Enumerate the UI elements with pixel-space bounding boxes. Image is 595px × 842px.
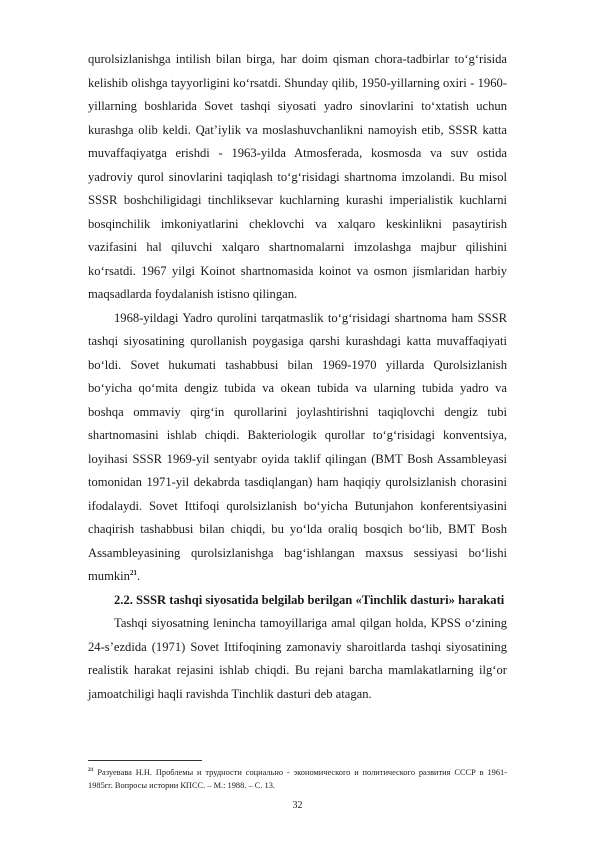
- footnote-divider: [88, 760, 202, 761]
- footnote-text: Разуевaва Н.Н. Проблемы и трудности социально - экономического и политического развития СССР в 1961-1985гг. Вопросы истории КПСС. – М.: 1988. – С. 13.: [88, 768, 507, 790]
- footnote-ref: 21: [129, 568, 137, 577]
- paragraph-2-end: .: [136, 569, 141, 583]
- footnote-number: 21: [88, 767, 94, 774]
- paragraph-1: qurolsizlanishga intilish bilan birga, har doim qisman chora-tadbirlar to‘g‘risida kelishib olishga tayyorligini ko‘rsatdi. Shunday qilib, 1950-yillarning oxiri - 1960-yillarning boshlarida Sovet tashqi siyosati yadro sinovlarini to‘xtatish uchun kurashga olib keldi. Qat’iylik va moslashuvchanlikni namoyish etib, SSSR katta muvaffaqiyatga erishdi - 1963-yilda Atmosferada, kosmosda va suv ostida yadroviy qurol sinovlarini taqiqlash to‘g‘risidagi shartnoma imzolandi. Bu misol SSSR boshchiligidagi tinchliksevar kuchlarning kurashi imperialistik kuchlarni bosqinchilik imkoniyatlarini cheklovchi va xalqaro keskinlikni pasaytirish vazifasini hal qiluvchi xalqaro shartnomalarni imzolashga majbur qilishini ko‘rsatdi. 1967 yilgi Koinot shartnomasida koinot va osmon jismlaridan harbiy maqsadlarda foydalanish istisno qilingan.: [88, 52, 507, 301]
- paragraph-2-text: 1968-yildagi Yadro qurolini tarqatmaslik to‘g‘risidagi shartnoma ham SSSR tashqi siyosatining qurollanish poygasiga qarshi kurashdagi katta muvaffaqiyati bo‘ldi. Sovet hukumati tashabbusi bilan 1969-1970 yillarda Qurolsizlanish bo‘yicha qo‘mita dengiz tubida va okean tubida va ularning tubida yadro va boshqa ommaviy qirg‘in qurollarini joylashtirishni taqiqlovchi dengiz tubi shartnomasini ishlab chiqdi. Bakteriologik qurollar to‘g‘risidagi konventsiya, loyihasi SSSR 1969-yil sentyabr oyida taklif qilingan (BMT Bosh Assambleyasi tomonidan 1971-yil dekabrda tasdiqlangan) ham haqiqiy qurolsizlanish chorasini ifodalaydi. Sovet Ittifoqi qurolsizlanish bo‘yicha Butunjahon konferentsiyasini chaqirish tashabbusi bilan chiqdi, bu yo‘lda oraliq bosqich bo‘lib, BMT Bosh Assambleyasining qurolsizlanishga bag‘ishlangan maxsus sessiyasi bo‘lishi mumkin: [88, 310, 507, 583]
- paragraph-3: Tashqi siyosatning lenincha tamoyillariga amal qilgan holda, KPSS o‘zining 24-s’ezdida (1971) Sovet Ittifoqining zamonaviy sharoitlarda tashqi siyosatining realistik harakat rejasini ishlab chiqdi. Bu rejani barcha mamlakatlarning ilg‘or jamoatchiligi haqli ravishda Tinchlik dasturi deb atagan.: [88, 616, 507, 701]
- body-text: [88, 48, 507, 706]
- page-number: 32: [292, 800, 303, 811]
- paragraph-2: [88, 307, 507, 589]
- section-heading: 2.2. SSSR tashqi siyosatida belgilab berilgan «Tinchlik dasturi» harakati: [114, 592, 505, 607]
- footnote: [88, 766, 507, 792]
